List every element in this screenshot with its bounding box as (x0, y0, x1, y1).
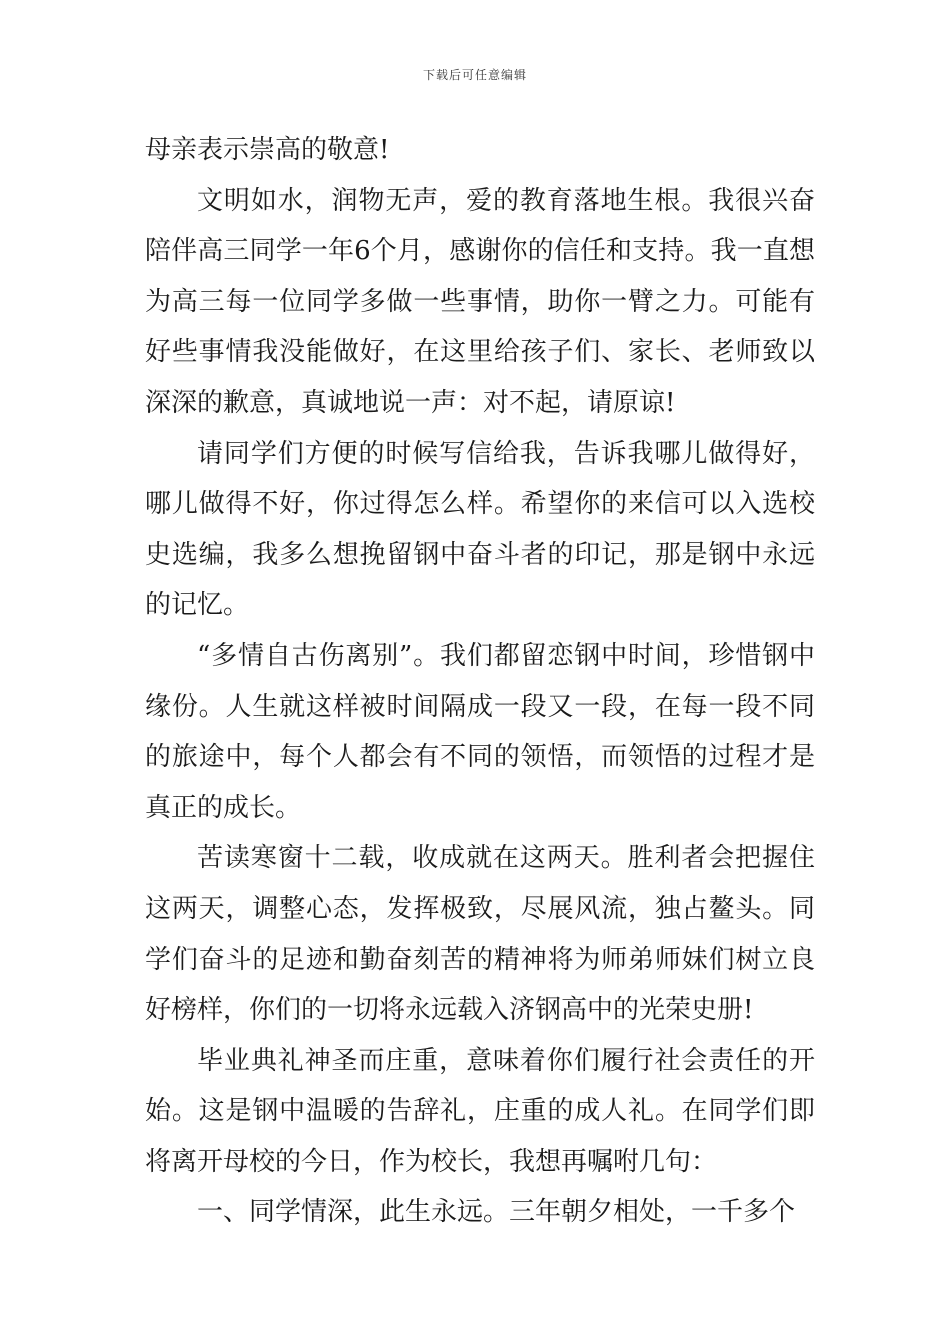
paragraph: 请同学们方便的时候写信给我，告诉我哪儿做得好，哪儿做得不好，你过得怎么样。希望你的来信可以入选校史选编，我多么想挽留钢中奋斗者的印记，那是钢中永远的记忆。 (145, 438, 815, 621)
paragraph: 文明如水，润物无声，爱的教育落地生根。我很兴奋陪伴高三同学一年6个月，感谢你的信任和支持。我一直想为高三每一位同学多做一些事情，助你一臂之力。可能有好些事情我没能做好，在这里给孩子们、家长、老师致以深深的歉意，真诚地说一声：对不起，请原谅! (145, 185, 815, 418)
document-body (145, 125, 815, 1238)
paragraph: 一、同学情深，此生永远。三年朝夕相处，一千多个 (197, 1197, 796, 1228)
paragraph: 母亲表示崇高的敬意! (145, 135, 390, 165)
paragraph: 毕业典礼神圣而庄重，意味着你们履行社会责任的开始。这是钢中温暖的告辞礼，庄重的成人礼。在同学们即将离开母校的今日，作为校长，我想再嘱咐几句： (145, 1045, 815, 1177)
page-header: 下载后可任意编辑 (422, 68, 527, 82)
paragraph: 苦读寒窗十二载，收成就在这两天。胜利者会把握住这两天，调整心态，发挥极致，尽展风流，独占鳌头。同学们奋斗的足迹和勤奋刻苦的精神将为师弟师妹们树立良好榜样，你们的一切将永远载入济钢高中的光荣史册! (145, 843, 815, 1026)
paragraph: “多情自古伤离别”。我们都留恋钢中时间，珍惜钢中缘份。人生就这样被时间隔成一段又一段，在每一段不同的旅途中，每个人都会有不同的领悟，而领悟的过程才是真正的成长。 (145, 640, 815, 823)
